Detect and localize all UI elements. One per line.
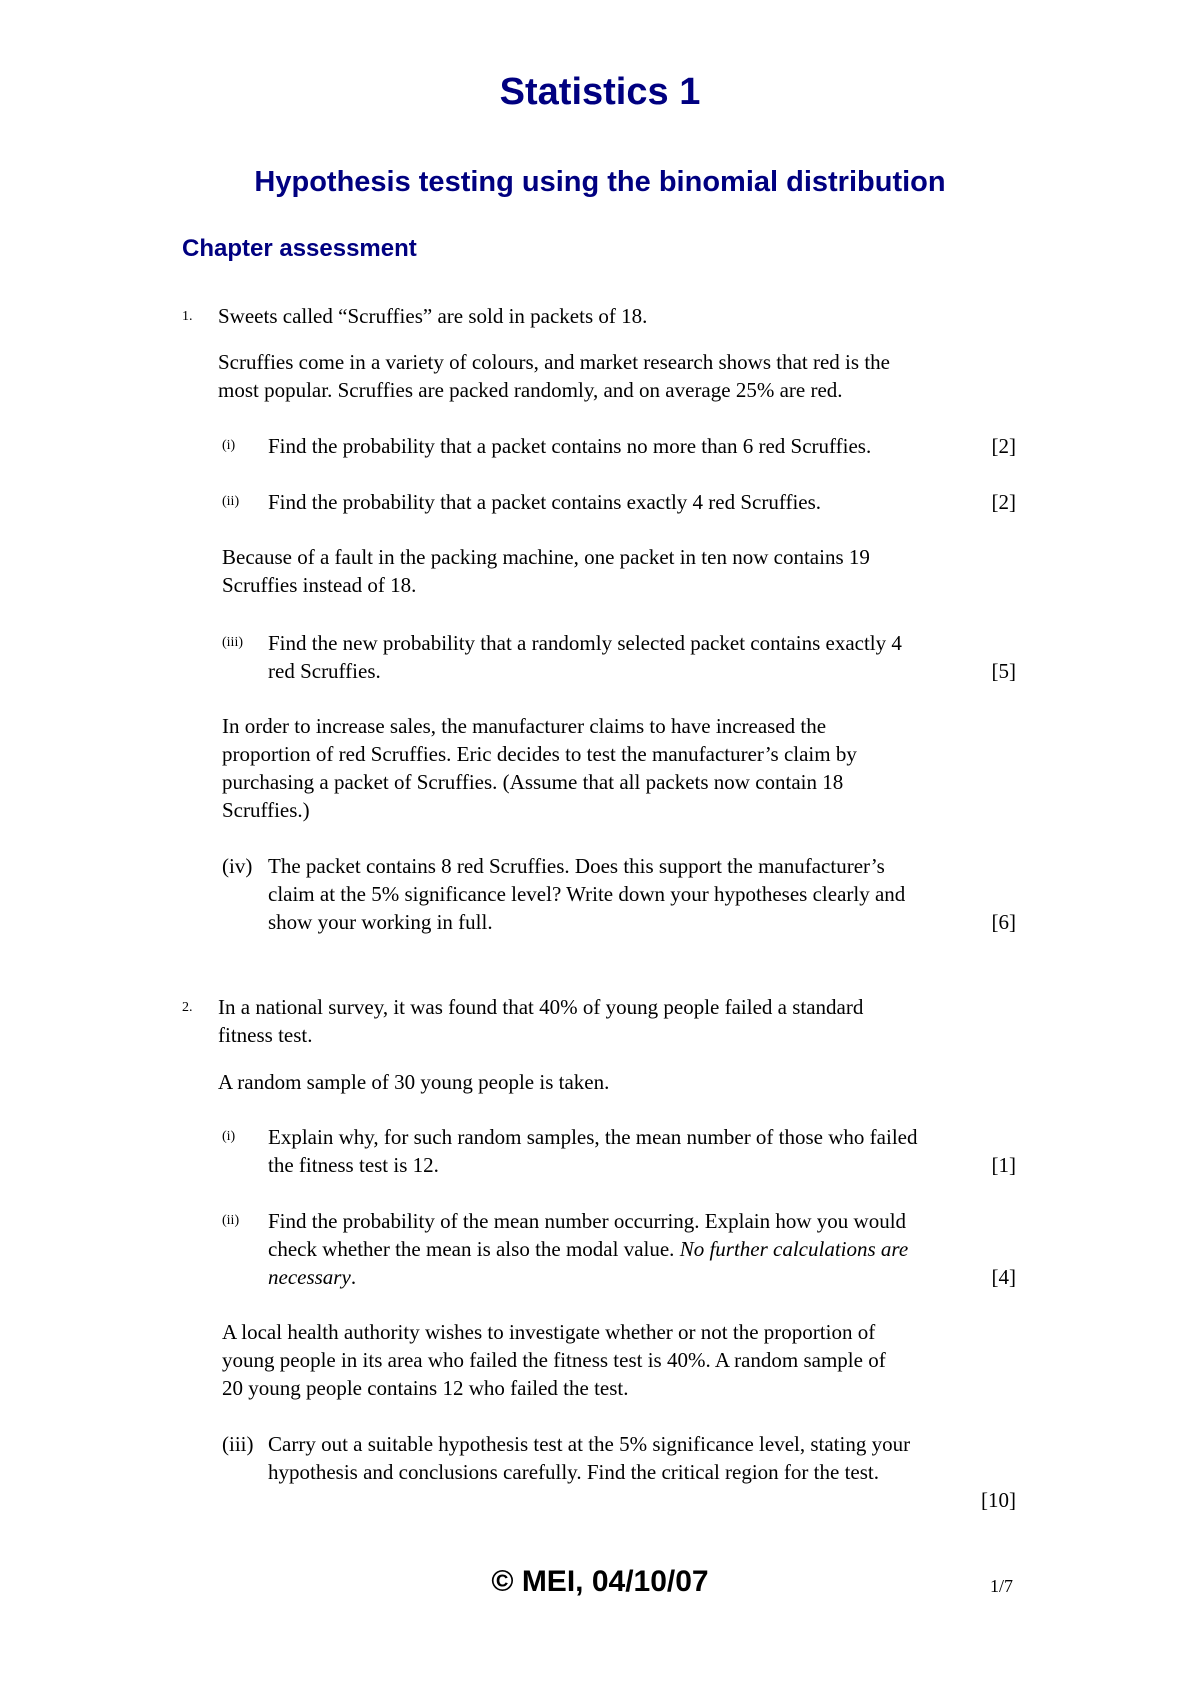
part-text: Find the probability of the mean number occurring. Explain how you would — [268, 1209, 907, 1233]
part-text: claim at the 5% significance level? Write down your hypotheses clearly and — [268, 882, 906, 906]
part-text: check whether the mean is also the modal value. — [268, 1237, 675, 1261]
part-label: (iii) — [222, 1432, 254, 1456]
context-line: A local health authority wishes to investigate whether or not the proportion of — [222, 1320, 876, 1344]
part-text: hypothesis and conclusions carefully. Find the critical region for the test. — [268, 1460, 879, 1484]
context-line: Scruffies.) — [222, 798, 310, 822]
italic-note: necessary — [268, 1265, 351, 1289]
question-number: 2. — [182, 1000, 193, 1015]
question-intro: In a national survey, it was found that 40% of young people failed a standard — [218, 995, 864, 1019]
context-line: young people in its area who failed the fitness test is 40%. A random sample of — [222, 1348, 886, 1372]
context-line: In order to increase sales, the manufacturer claims to have increased the — [222, 714, 827, 738]
page-title: Statistics 1 — [499, 71, 701, 113]
part-text: Explain why, for such random samples, the mean number of those who failed — [268, 1125, 918, 1149]
context-line: Scruffies instead of 18. — [222, 573, 417, 597]
part-label: (iii) — [222, 635, 243, 650]
question-number: 1. — [182, 309, 193, 324]
page-subtitle: Hypothesis testing using the binomial distribution — [254, 166, 946, 198]
context-line: most popular. Scruffies are packed randomly, and on average 25% are red. — [218, 378, 843, 402]
part-text: . — [350, 1265, 357, 1289]
context-line: Scruffies come in a variety of colours, and market research shows that red is the — [218, 350, 890, 374]
part-label: (ii) — [222, 1213, 240, 1228]
section-heading: Chapter assessment — [182, 235, 417, 262]
context-line: purchasing a packet of Scruffies. (Assume that all packets now contain 18 — [222, 770, 844, 794]
marks: [6] — [991, 910, 1016, 934]
part-text: The packet contains 8 red Scruffies. Does this support the manufacturer’s — [268, 854, 885, 878]
part-text: red Scruffies. — [268, 659, 381, 683]
context-line: proportion of red Scruffies. Eric decides to test the manufacturer’s claim by — [222, 742, 857, 766]
marks: [2] — [991, 434, 1016, 458]
marks: [2] — [991, 490, 1016, 514]
part-label: (ii) — [222, 494, 240, 509]
context-line: A random sample of 30 young people is taken. — [218, 1070, 610, 1094]
part-text: Find the new probability that a randomly selected packet contains exactly 4 — [268, 631, 902, 655]
part-text: Carry out a suitable hypothesis test at the 5% significance level, stating your — [268, 1432, 911, 1456]
part-label: (i) — [222, 1129, 236, 1144]
italic-note: No further calculations are — [679, 1237, 909, 1261]
marks: [1] — [991, 1153, 1016, 1177]
part-text: the fitness test is 12. — [268, 1153, 439, 1177]
part-label: (i) — [222, 438, 236, 453]
part-text: Find the probability that a packet contains no more than 6 red Scruffies. — [268, 434, 872, 458]
context-line: Because of a fault in the packing machine, one packet in ten now contains 19 — [222, 545, 870, 569]
question-intro: Sweets called “Scruffies” are sold in packets of 18. — [218, 304, 648, 328]
question-intro: fitness test. — [218, 1023, 313, 1047]
part-text-line — [268, 1235, 908, 1263]
part-label: (iv) — [222, 854, 253, 878]
part-text: Find the probability that a packet contains exactly 4 red Scruffies. — [268, 490, 822, 514]
footer-copyright: © MEI, 04/10/07 — [491, 1565, 709, 1598]
marks: [10] — [981, 1488, 1016, 1512]
marks: [5] — [991, 659, 1016, 683]
context-line: 20 young people contains 12 who failed the test. — [222, 1376, 629, 1400]
part-text: show your working in full. — [268, 910, 493, 934]
marks: [4] — [991, 1265, 1016, 1289]
part-text-line — [268, 1263, 356, 1291]
page-number: 1/7 — [990, 1576, 1014, 1596]
